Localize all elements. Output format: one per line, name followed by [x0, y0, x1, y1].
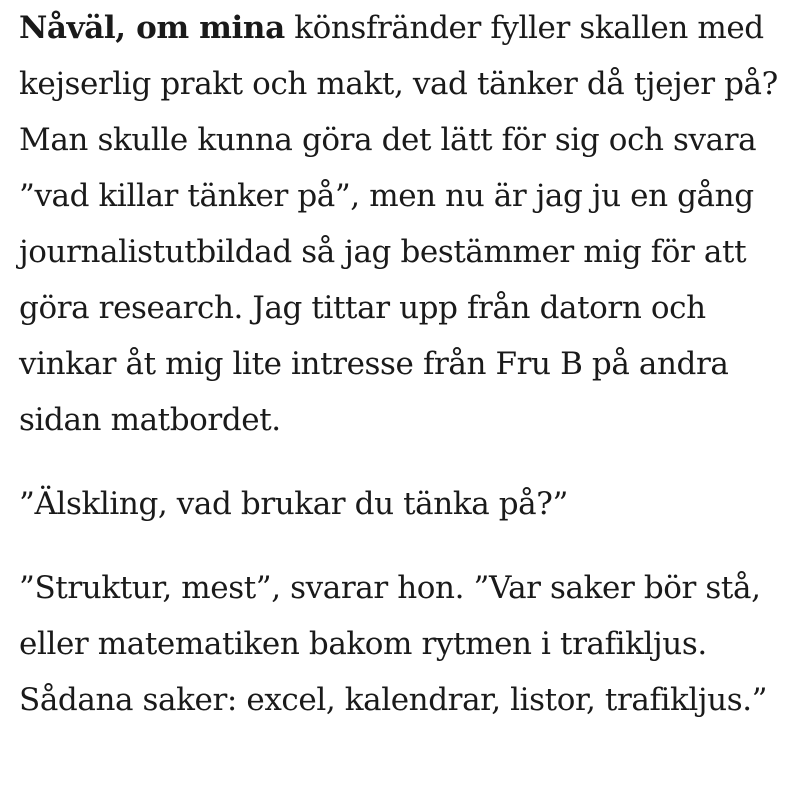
- paragraph-lead: Nåväl, om mina: [19, 10, 285, 46]
- paragraph-2: [19, 476, 789, 532]
- article-body: [19, 0, 789, 728]
- paragraph-text: ”Struktur, mest”, svarar hon. ”Var saker bör stå, eller matematiken bakom rytmen i trafikljus. Sådana saker: excel, kalendrar, listor, trafikljus.”: [19, 570, 768, 718]
- paragraph-text: ”Älskling, vad brukar du tänka på?”: [19, 486, 568, 522]
- paragraph-1: [19, 0, 789, 448]
- paragraph-text: könsfränder fyller skallen med kejserlig prakt och makt, vad tänker då tjejer på? Man skulle kunna göra det lätt för sig och svara ”vad killar tänker på”, men nu är jag ju en gång journalistutbildad så jag bestämmer mig för att göra research. Jag tittar upp från datorn och vinkar åt mig lite intresse från Fru B på andra sidan matbordet.: [19, 10, 778, 438]
- paragraph-3: [19, 560, 789, 728]
